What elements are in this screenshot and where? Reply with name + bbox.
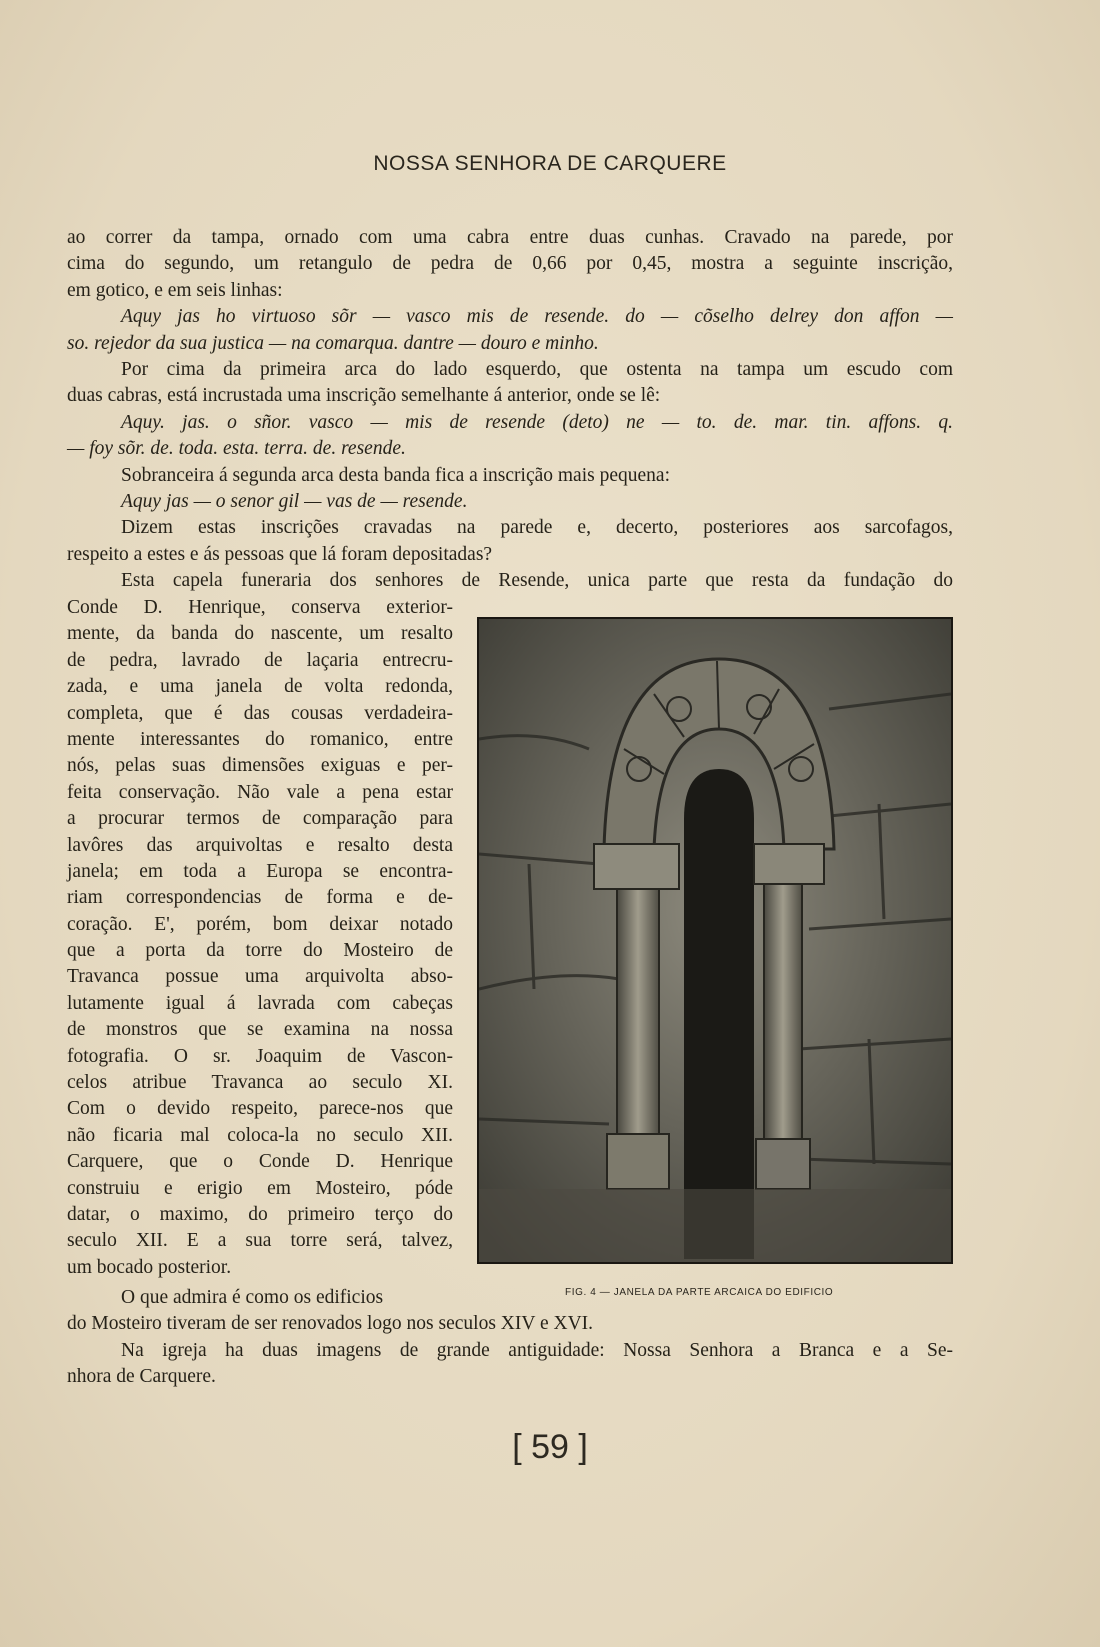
- text-line: completa, que é das cousas verdadeira-: [67, 702, 453, 724]
- text-line: Aquy jas — o senor gil — vas de — resende.: [121, 490, 468, 512]
- text-line: em gotico, e em seis linhas:: [67, 279, 283, 301]
- text-line: Aquy. jas. o sñor. vasco — mis de resende (deto) ne — to. de. mar. tin. affons. q.: [121, 411, 953, 433]
- text-line: Esta capela funeraria dos senhores de Resende, unica parte que resta da fundação do: [121, 570, 953, 592]
- text-line: cima do segundo, um retangulo de pedra de 0,66 por 0,45, mostra a seguinte inscrição,: [67, 253, 953, 275]
- text-line: Sobranceira á segunda arca desta banda fica a inscrição mais pequena:: [121, 464, 670, 486]
- text-line: O que admira é como os edificios: [121, 1287, 384, 1308]
- text-line: respeito a estes e ás pessoas que lá foram depositadas?: [67, 543, 493, 565]
- text-line: lutamente igual á lavrada com cabeças: [67, 992, 453, 1014]
- running-header: NOSSA SENHORA DE CARQUERE: [373, 152, 727, 175]
- text-line: ao correr da tampa, ornado com uma cabra entre duas cunhas. Cravado na parede, por: [67, 227, 953, 248]
- figure-caption: FIG. 4 — JANELA DA PARTE ARCAICA DO EDIFICIO: [565, 1287, 834, 1298]
- text-line: nhora de Carquere.: [67, 1366, 216, 1388]
- text-line: feita conservação. Não vale a pena estar: [67, 781, 453, 803]
- text-line: construiu e erigio em Mosteiro, póde: [67, 1177, 453, 1199]
- text-line: um bocado posterior.: [67, 1256, 232, 1278]
- text-line: datar, o maximo, do primeiro terço do: [67, 1203, 453, 1225]
- text-line: lavôres das arquivoltas e resalto desta: [67, 834, 453, 856]
- text-line: que a porta da torre do Mosteiro de: [67, 940, 453, 962]
- text-line: Por cima da primeira arca do lado esquerdo, que ostenta na tampa um escudo com: [121, 358, 953, 380]
- text-line: riam correspondencias de forma e de-: [67, 887, 453, 909]
- text-line: seculo XII. E a sua torre será, talvez,: [67, 1230, 453, 1252]
- page-number: [ 59 ]: [512, 1428, 588, 1466]
- text-line: Com o devido respeito, parece-nos que: [67, 1098, 453, 1120]
- text-line: celos atribue Travanca ao seculo XI.: [67, 1072, 453, 1094]
- text-line: fotografia. O sr. Joaquim de Vascon-: [67, 1045, 453, 1067]
- text-line: Travanca possue uma arquivolta abso-: [67, 966, 453, 988]
- text-line: Aquy jas ho virtuoso sõr — vasco mis de resende. do — cõselho delrey don affon —: [121, 306, 953, 328]
- figure-photo: [477, 617, 953, 1264]
- body-text-bottom: [67, 1285, 953, 1391]
- text-line: — foy sõr. de. toda. esta. terra. de. resende.: [67, 438, 406, 460]
- text-line: de pedra, lavrado de laçaria entrecru-: [67, 649, 453, 671]
- text-line: janela; em toda a Europa se encontra-: [67, 860, 453, 882]
- text-line: Dizem estas inscrições cravadas na parede e, decerto, posteriores aos sarcofagos,: [121, 517, 953, 539]
- text-line: a procurar termos de comparação para: [67, 808, 453, 830]
- text-line: nós, pelas suas dimensões exiguas e per-: [67, 755, 453, 777]
- text-line: coração. E', porém, bom deixar notado: [67, 913, 453, 935]
- text-line: mente, da banda do nascente, um resalto: [67, 623, 453, 645]
- text-line: duas cabras, está incrustada uma inscrição semelhante á anterior, onde se lê:: [67, 385, 661, 407]
- text-line: de monstros que se examina na nossa: [67, 1019, 453, 1041]
- window-photo-icon: [479, 619, 951, 1262]
- body-text-top: [67, 225, 953, 594]
- text-line: zada, e uma janela de volta redonda,: [67, 676, 453, 698]
- text-line: Conde D. Henrique, conserva exterior-: [67, 597, 453, 618]
- text-line: so. rejedor da sua justica — na comarqua. dantre — douro e minho.: [67, 332, 599, 354]
- text-line: Carquere, que o Conde D. Henrique: [67, 1151, 453, 1173]
- text-line: Na igreja ha duas imagens de grande antiguidade: Nossa Senhora a Branca e a Se-: [121, 1339, 953, 1361]
- text-line: não ficaria mal coloca-la no seculo XII.: [67, 1124, 453, 1146]
- text-line: do Mosteiro tiveram de ser renovados logo nos seculos XIV e XVI.: [67, 1313, 594, 1335]
- text-line: mente interessantes do romanico, entre: [67, 728, 453, 750]
